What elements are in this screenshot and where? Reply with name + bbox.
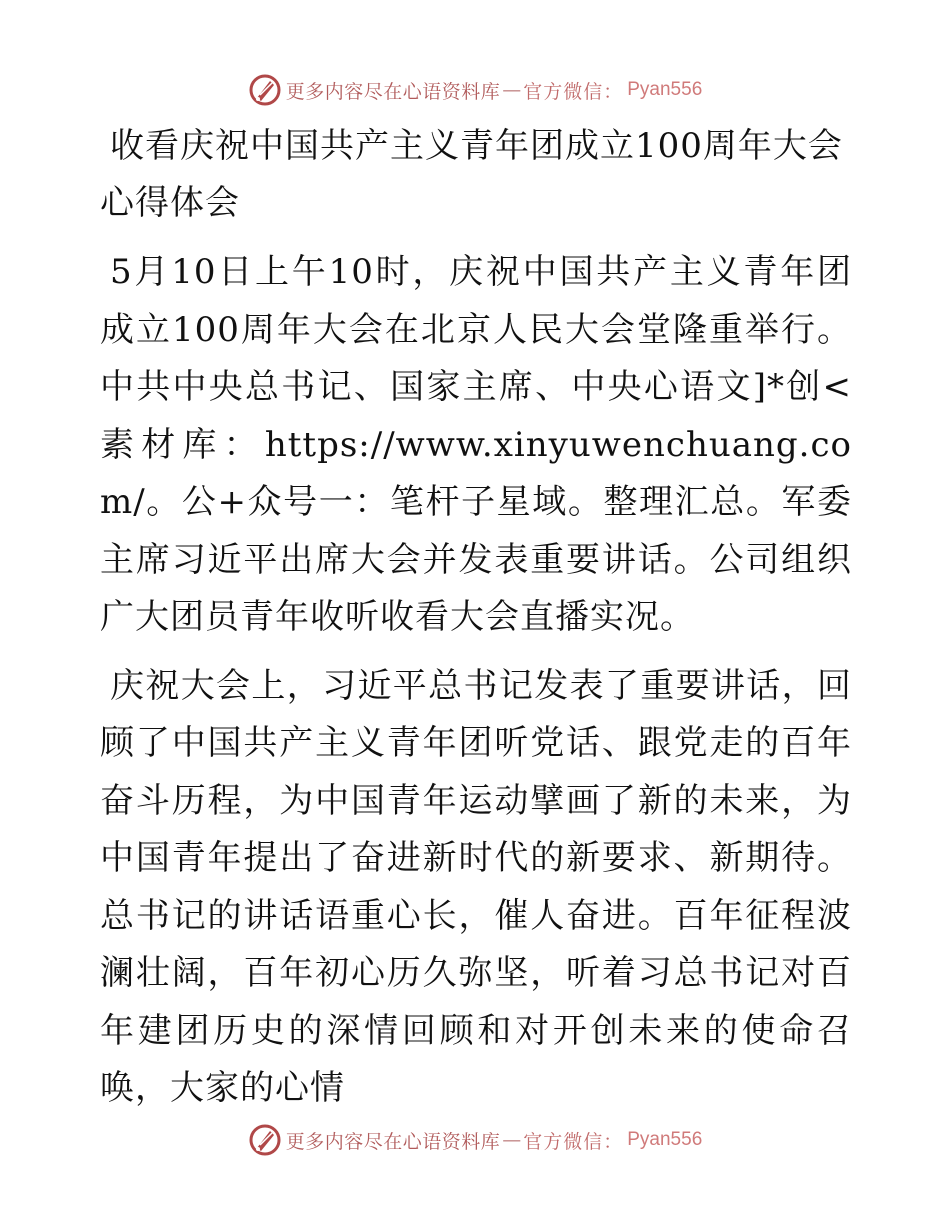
document-body	[100, 118, 852, 1118]
document-title: 收看庆祝中国共产主义青年团成立100周年大会心得体会	[100, 126, 843, 223]
footer-dash: —	[502, 1129, 522, 1151]
pen-nib-logo-icon	[248, 73, 282, 107]
header-wechat-id: Pyan556	[627, 79, 703, 100]
footer-brand-text: 更多内容尽在心语资料库	[285, 1130, 501, 1153]
footer-banner	[0, 1120, 950, 1160]
paragraph-2: 庆祝大会上，习近平总书记发表了重要讲话，回顾了中国共产主义青年团听党话、跟党走的百年奋斗历程，为中国青年运动擘画了新的未来，为中国青年提出了奋进新时代的新要求、新期待。总书记的讲话语重心长，催人奋进。百年征程波澜壮阔，百年初心历久弥坚，听着习总书记对百年建团历史的深情回顾和对开创未来的使命召唤，大家的心情	[100, 665, 852, 1108]
footer-contact-label: 官方微信：	[523, 1130, 624, 1153]
footer-wechat-id: Pyan556	[627, 1129, 703, 1150]
header-dash: —	[502, 79, 522, 101]
header-contact-label: 官方微信：	[523, 80, 624, 103]
header-brand-text: 更多内容尽在心语资料库	[285, 80, 501, 103]
paragraph-1: 5月10日上午10时，庆祝中国共产主义青年团成立100周年大会在北京人民大会堂隆重举行。中共中央总书记、国家主席、中央心语文]*创<素材库：https://www.xinyuwenchuang.com/。公+众号一：笔杆子星域。整理汇总。军委主席习近平出席大会并发表重要讲话。公司组织广大团员青年收听收看大会直播实况。	[100, 252, 852, 637]
pen-nib-logo-icon	[248, 1123, 282, 1157]
header-banner	[0, 70, 950, 110]
